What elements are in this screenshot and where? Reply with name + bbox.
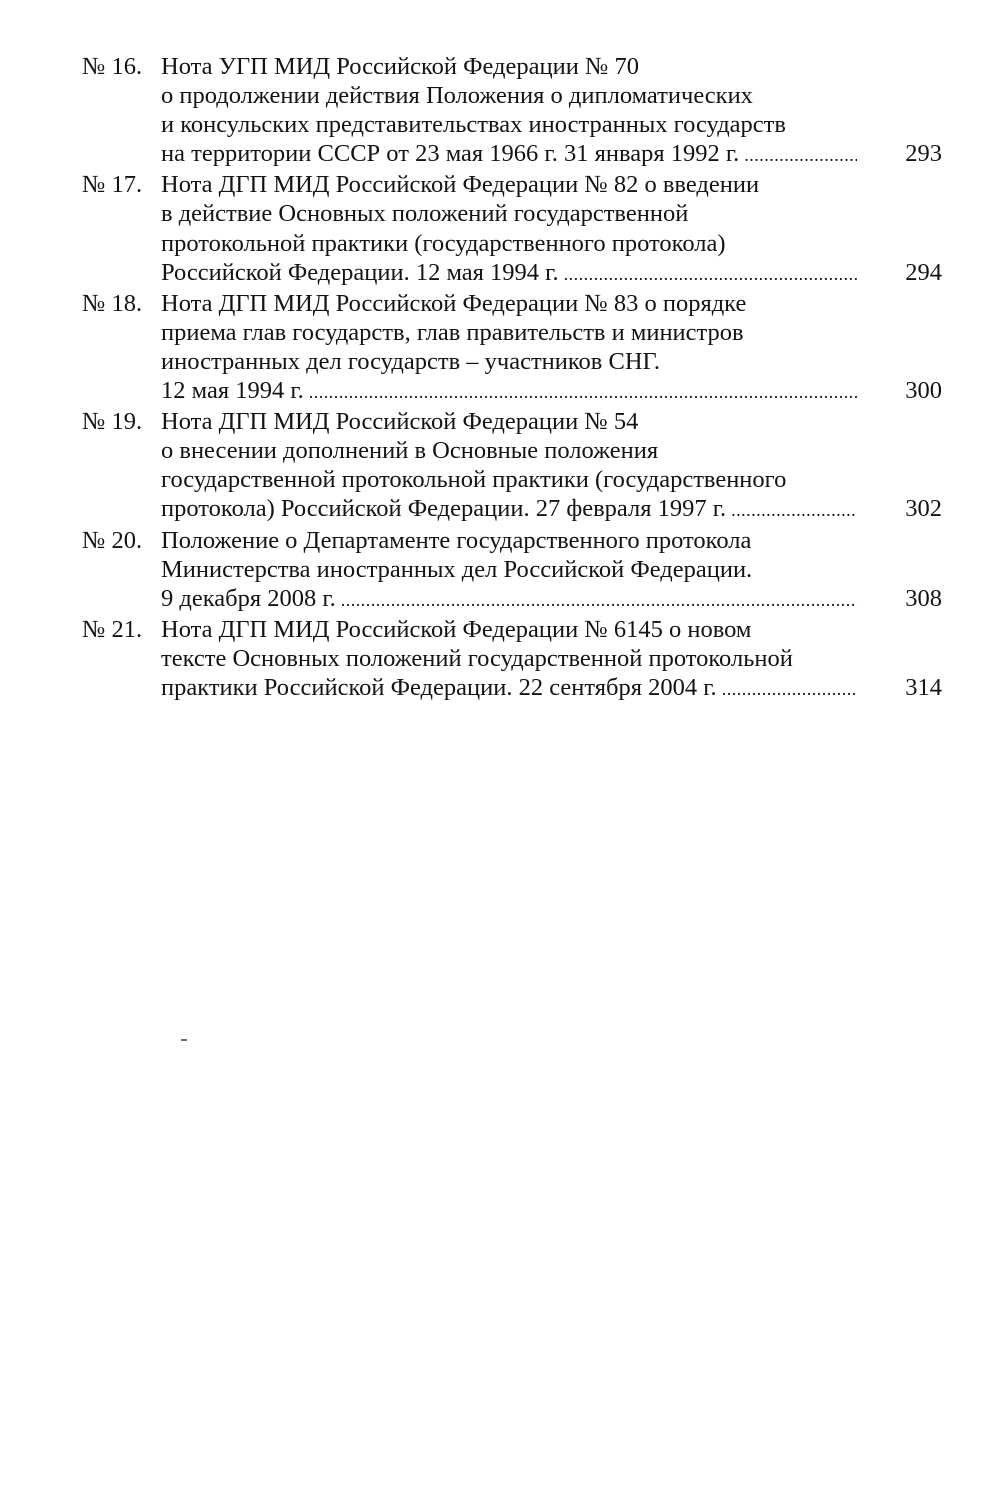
toc-entry-19: [82, 407, 942, 525]
entry-body: [161, 526, 942, 615]
page-number: 293: [905, 140, 942, 168]
entry-line: Нота ДГП МИД Российской Федерации № 83 о порядке: [161, 289, 747, 317]
scan-speck: [181, 1039, 187, 1041]
toc-entry-20: [82, 526, 942, 615]
entry-line: Нота ДГП МИД Российской Федерации № 6145 о новом: [161, 615, 752, 643]
entry-body: [161, 289, 942, 407]
entry-line: о внесении дополнений в Основные положения: [161, 437, 659, 465]
entry-last-line-text: протокола) Российской Федерации. 27 февраля 1997 г. .....: [161, 494, 857, 525]
entry-line: протокольной практики (государственного протокола): [161, 229, 726, 257]
toc-entry-18: [82, 289, 942, 407]
entry-body: [161, 615, 942, 704]
entry-line: Нота ДГП МИД Российской Федерации № 82 о введении: [161, 171, 760, 199]
page-number: 314: [905, 673, 942, 701]
entry-line: приема глав государств, глав правительств и министров: [161, 318, 744, 346]
toc-entry-17: [82, 170, 942, 288]
entry-number: № 21.: [82, 615, 143, 643]
entry-line: государственной протокольной практики (государственного: [161, 466, 787, 494]
entry-last-line: [161, 673, 942, 704]
entry-number: № 19.: [82, 408, 143, 436]
entry-line: Министерства иностранных дел Российской Федерации.: [161, 555, 753, 583]
entry-body: [161, 407, 942, 525]
entry-last-line: [161, 258, 942, 289]
entry-line: тексте Основных положений государственной протокольной: [161, 644, 793, 672]
entry-last-line: [161, 584, 942, 615]
entry-last-line: [161, 139, 942, 170]
entry-line: Нота ДГП МИД Российской Федерации № 54: [161, 408, 639, 436]
entry-line: Положение о Департаменте государственного протокола: [161, 526, 752, 554]
toc-entry-21: [82, 615, 942, 704]
entry-line: о продолжении действия Положения о дипломатических: [161, 82, 753, 110]
page-number: 300: [905, 377, 942, 405]
page-number: 294: [905, 258, 942, 286]
entry-number: № 17.: [82, 171, 143, 199]
entry-number: № 20.: [82, 526, 143, 554]
entry-line: иностранных дел государств – участников СНГ.: [161, 347, 661, 375]
table-of-contents: [82, 52, 942, 704]
entry-last-line: [161, 376, 942, 407]
entry-line: Нота УГП МИД Российской Федерации № 70: [161, 53, 639, 80]
page-number: 308: [905, 584, 942, 612]
entry-last-line-text: 9 декабря 2008 г. .....: [161, 584, 857, 615]
entry-line: в действие Основных положений государственной: [161, 200, 689, 228]
entry-number: № 18.: [82, 289, 143, 317]
entry-number: № 16.: [82, 53, 143, 80]
entry-body: [161, 170, 942, 288]
entry-last-line-text: практики Российской Федерации. 22 сентября 2004 г. .....: [161, 673, 857, 704]
entry-body: [161, 52, 942, 170]
entry-last-line-text: 12 мая 1994 г. .....: [161, 376, 857, 407]
entry-last-line-text: Российской Федерации. 12 мая 1994 г. .....: [161, 258, 857, 289]
toc-entry-16: [82, 52, 942, 170]
entry-last-line: [161, 494, 942, 525]
page-number: 302: [905, 495, 942, 523]
entry-line: и консульских представительствах иностранных государств: [161, 111, 786, 139]
entry-last-line-text: на территории СССР от 23 мая 1966 г. 31 января 1992 г. .....: [161, 139, 857, 170]
